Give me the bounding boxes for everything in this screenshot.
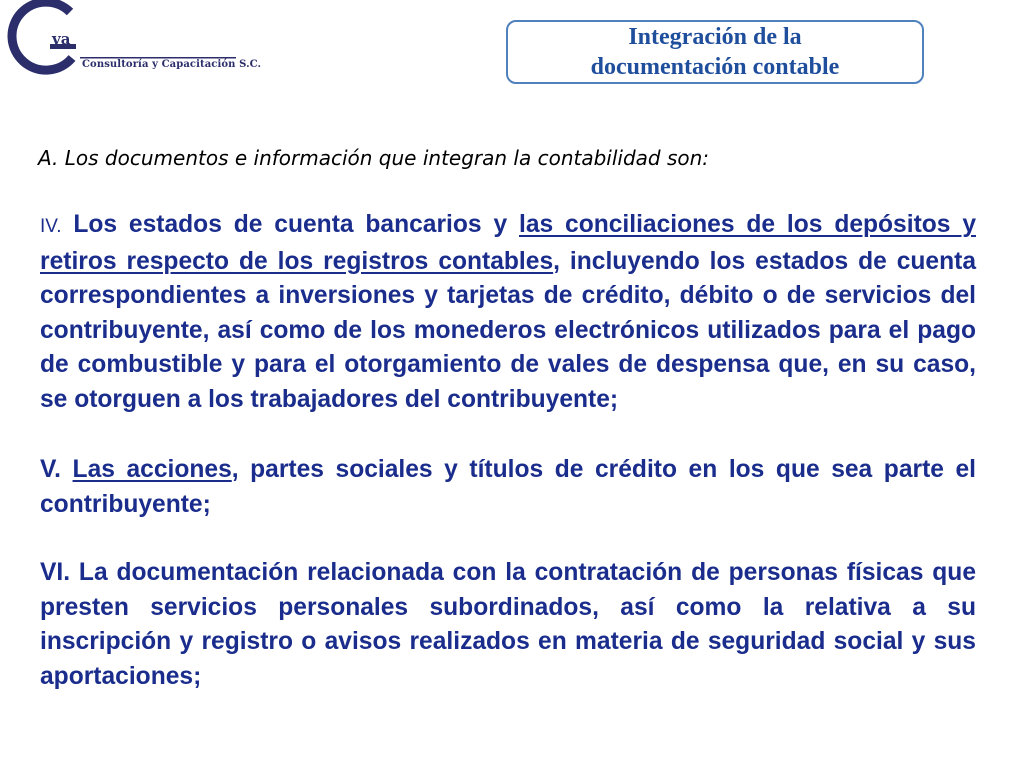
company-logo bbox=[0, 0, 260, 80]
item-iv-text-after: , incluyendo los estados de cuenta correspondientes a inversiones y tarjetas de crédito, débito o de servicios del contribuyente, así como de los monederos electrónicos utilizados para el pago de combustible y para el otorgamiento de vales de despensa que, en su caso, se otorguen a los trabajadores del contribuyente; bbox=[40, 247, 976, 413]
item-v-underlined: Las acciones bbox=[72, 456, 232, 483]
slide-title-box bbox=[506, 20, 924, 84]
logo-letters: va bbox=[52, 30, 71, 48]
item-iv-text-before: Los estados de cuenta bancarios y bbox=[61, 211, 519, 238]
item-v-text-after: , partes sociales y títulos de crédito en los que sea parte el contribuyente; bbox=[40, 456, 977, 518]
slide-title-line-1: Integración de la bbox=[628, 24, 802, 50]
item-vi: VI. La documentación relacionada con la contratación de personas físicas que presten servicios personales subordinados, así como la relativa a su inscripción y registro o avisos realizados en materia de seguridad social y sus aportaciones; bbox=[40, 559, 976, 690]
intro-heading: A. Los documentos e información que integran la contabilidad son: bbox=[38, 146, 710, 170]
item-v bbox=[40, 453, 976, 522]
item-iv bbox=[40, 208, 976, 417]
item-iv-underlined: las conciliaciones de los depósitos y retiros respecto de los registros contables bbox=[40, 211, 976, 275]
slide-title-line-2: documentación contable bbox=[590, 54, 840, 80]
slide-body bbox=[40, 208, 976, 728]
logo-caption: Consultoría y Capacitación S.C. bbox=[82, 59, 262, 70]
item-v-numeral: V. bbox=[40, 456, 73, 483]
item-iv-numeral: IV. bbox=[40, 216, 62, 237]
